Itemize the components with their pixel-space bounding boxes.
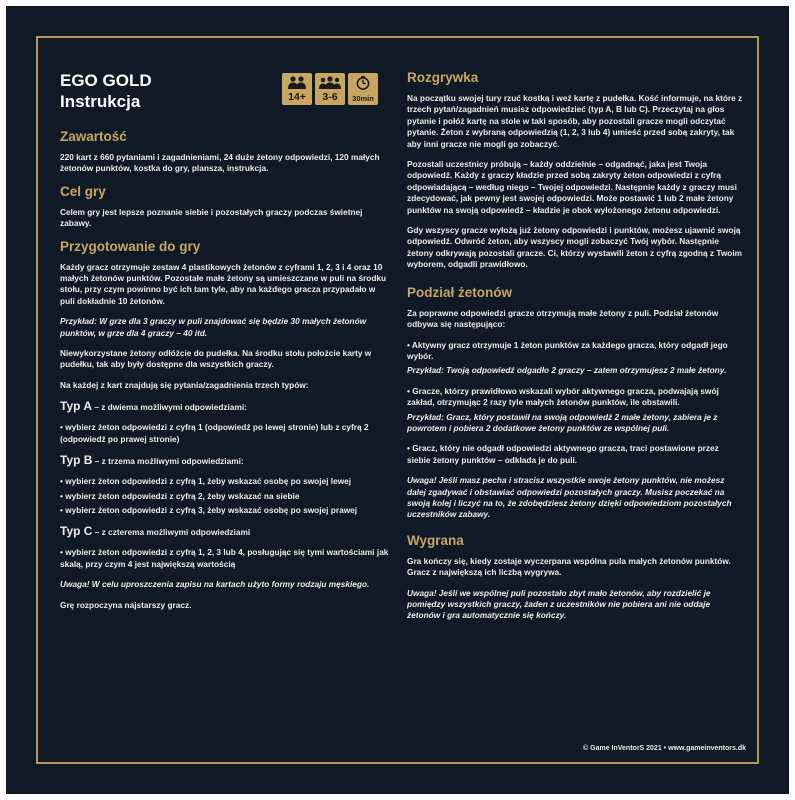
players-badge	[315, 73, 345, 105]
typ-a-heading	[60, 400, 390, 414]
time-badge	[348, 73, 378, 105]
przygotowanie-uwaga: Uwaga! W celu uproszczenia zapisu na kartach użyto formy rodzaju męskiego.	[60, 579, 370, 590]
group-icon	[318, 76, 342, 90]
typ-c-heading	[60, 525, 390, 539]
heading-zawartosc: Zawartość	[60, 129, 127, 144]
right-column	[407, 58, 743, 631]
heading-wygrana: Wygrana	[407, 532, 464, 548]
typ-b-label: Typ B	[60, 453, 93, 468]
typ-c-bullet-1: • wybierz żeton odpowiedzi z cyfrą 1, 2, 3 lub 4, posługując się tymi wartościami jak skalą, przy czym 4 jest największą wartością	[60, 547, 389, 569]
typ-b-bullet-2: • wybierz żeton odpowiedzi z cyfrą 2, żeby wskazać na siebie	[60, 490, 300, 501]
wygrana-uwaga: Uwaga! Jeśli we wspólnej puli pozostało zbyt mało żetonów, aby rozdzielić je pomiędzy wszystkich graczy, żaden z uczestników nie pobiera ani nie oddaje żetonów i gra automatycznie się kończy.	[407, 587, 711, 621]
podzial-p1: Za poprawne odpowiedzi gracze otrzymują małe żetony z puli. Podział żetonów odbywa się następująco:	[407, 307, 719, 330]
podzial-bullet-1-example: Przykład: Twoją odpowiedź odgadło 2 graczy – zatem otrzymujesz 2 małe żetony.	[407, 365, 727, 376]
heading-podzial: Podział żetonów	[407, 284, 513, 300]
typ-c-rest: – z czterema możliwymi odpowiedziami	[92, 527, 251, 538]
typ-b-bullet-3: • wybierz żeton odpowiedzi z cyfrą 3, żeby wskazać osobę po swojej prawej	[60, 504, 358, 515]
podzial-bullet-2-example: Przykład: Gracz, który postawił na swoją odpowiedź 2 małe żetony, zabiera je z powrotem i pobiera 2 dodatkowe żetony punktów ze wspólnej puli.	[407, 411, 718, 433]
rozgrywka-p3: Gdy wszyscy gracze wyłożą już żetony odpowiedzi i punktów, możesz ujawnić swoją odpowiedź. Odwróć żeton, aby wszyscy mogli zobaczyć Twój wybór. Następnie żetony odkrywają pozostali gracze. Ci, którzy wystawili żeton z cyfrą zgodną z Twoim wyborem, odgadli prawidłowo.	[407, 225, 743, 270]
zawartosc-text: 220 kart z 660 pytaniami i zagadnieniami, 24 duże żetony odpowiedzi, 120 małych żetonów punktów, kostka do gry, plansza, instrukcja.	[60, 152, 380, 174]
age-badge	[282, 73, 312, 105]
typ-a-label: Typ A	[60, 399, 92, 414]
typ-a-bullet-1: • wybierz żeton odpowiedzi z cyfrą 1 (odpowiedź po lewej stronie) lub z cyfrą 2 (odpowiedź po prawej stronie)	[60, 422, 369, 444]
cel-gry-text: Celem gry jest lepsze poznanie siebie i pozostałych graczy podczas świetnej zabawy.	[60, 206, 363, 229]
typ-c-label: Typ C	[60, 524, 93, 539]
przygotowanie-p2: Niewykorzystane żetony odłóżcie do pudełka. Na środku stołu położcie karty w pudełku, tak aby były dostępne dla wszystkich graczy.	[60, 348, 372, 370]
timer-icon	[354, 76, 372, 90]
podzial-bullet-1: • Aktywny gracz otrzymuje 1 żeton punktów za każdego gracza, który odgadł jego wybór.	[407, 339, 728, 361]
typ-b-bullet-1: • wybierz żeton odpowiedzi z cyfrą 1, żeby wskazać osobę po swojej lewej	[60, 476, 352, 487]
typ-b-rest: – z trzema możliwymi odpowiedziami:	[92, 456, 244, 467]
przygotowanie-example: Przykład: W grze dla 3 graczy w puli znajdować się będzie 30 małych żetonów punktów, w grze dla 4 graczy – 40 itd.	[60, 316, 367, 338]
copyright-footer: © Game InVentorS 2021 • www.gameinventors.dk	[583, 745, 746, 752]
title-line-1: EGO GOLD	[60, 71, 152, 90]
heading-przygotowanie: Przygotowanie do gry	[60, 238, 201, 254]
heading-rozgrywka: Rozgrywka	[407, 70, 479, 85]
time-label: 30min	[352, 94, 374, 103]
podzial-bullet-2: • Gracze, którzy prawidłowo wskazali wybór aktywnego gracza, podwajają swój zakład, otrzymując 2 razy tyle małych żetonów punktów, ile obstawili.	[407, 385, 719, 408]
age-label: 14+	[288, 91, 306, 103]
przygotowanie-start: Grę rozpoczyna najstarszy gracz.	[60, 599, 192, 610]
przygotowanie-p1: Każdy gracz otrzymuje zestaw 4 plastikowych żetonów z cyframi 1, 2, 3 i 4 oraz 10 małych żetonów punktów. Pozostałe małe żetony są umieszczane w puli na środku stołu, przy czym powinno być ich tam tyle, aby na każdego gracza przypadało w puli dokładnie 10 żetonów.	[60, 261, 387, 306]
przygotowanie-p3: Na każdej z kart znajdują się pytania/zagadnienia trzech typów:	[60, 379, 309, 390]
instruction-page	[6, 6, 789, 794]
left-column	[60, 58, 390, 620]
podzial-uwaga: Uwaga! Jeśli masz pecha i stracisz wszystkie swoje żetony punktów, nie możesz dalej zgadywać i obstawiać odpowiedzi pozostałych graczy. Musisz poczekać na swoją kolej i liczyć na to, że zdobędziesz żetony dzięki odpowiedziom pozostałych uczestników zabawy.	[407, 475, 732, 520]
typ-a-rest: – z dwiema możliwymi odpowiedziami:	[92, 402, 247, 413]
rozgrywka-p1: Na początku swojej tury rzuć kostką i weź kartę z pudełka. Kość informuje, na które z trzech pytań/zagadnień musisz odpowiedzieć (typ A, B lub C). Przeczytaj na głos pytanie i połóż kartę na stole w taki sposób, aby pozostali gracze mogli odczytać pytanie. Żeton z wybraną odpowiedzią (1, 2, 3 lub 4) umieść przed sobą zakryty, tak aby inni gracze nie mogli go zobaczyć.	[407, 93, 743, 149]
typ-b-heading	[60, 454, 390, 468]
players-icon	[286, 76, 308, 90]
rozgrywka-p2: Pozostali uczestnicy próbują – każdy oddzielnie – odgadnąć, jaka jest Twoja odpowiedź. Każdy z graczy kładzie przed sobą zakryty żeton odpowiedzi z cyfrą odpowiadającą – według niego – Twojej odpowiedzi. Następnie każdy z graczy musi zdecydować, jak pewny jest swojej odpowiedzi. Może postawić 1 lub 2 małe żetony punktów na swoją odpowiedź – kładzie je obok wyłożonego żetonu odpowiedzi.	[407, 159, 737, 215]
heading-cel-gry: Cel gry	[60, 183, 106, 199]
title-line-2: Instrukcja	[60, 92, 141, 111]
players-label: 3-6	[322, 91, 338, 103]
badge-row	[282, 73, 378, 105]
wygrana-p1: Gra kończy się, kiedy zostaje wyczerpana wspólna pula małych żetonów punktów. Gracz z największą ich liczbą wygrywa.	[407, 555, 731, 578]
podzial-bullet-3: • Gracz, który nie odgadł odpowiedzi aktywnego gracza, traci postawione przez siebie żetony punktów – odkłada je do puli.	[407, 443, 719, 465]
